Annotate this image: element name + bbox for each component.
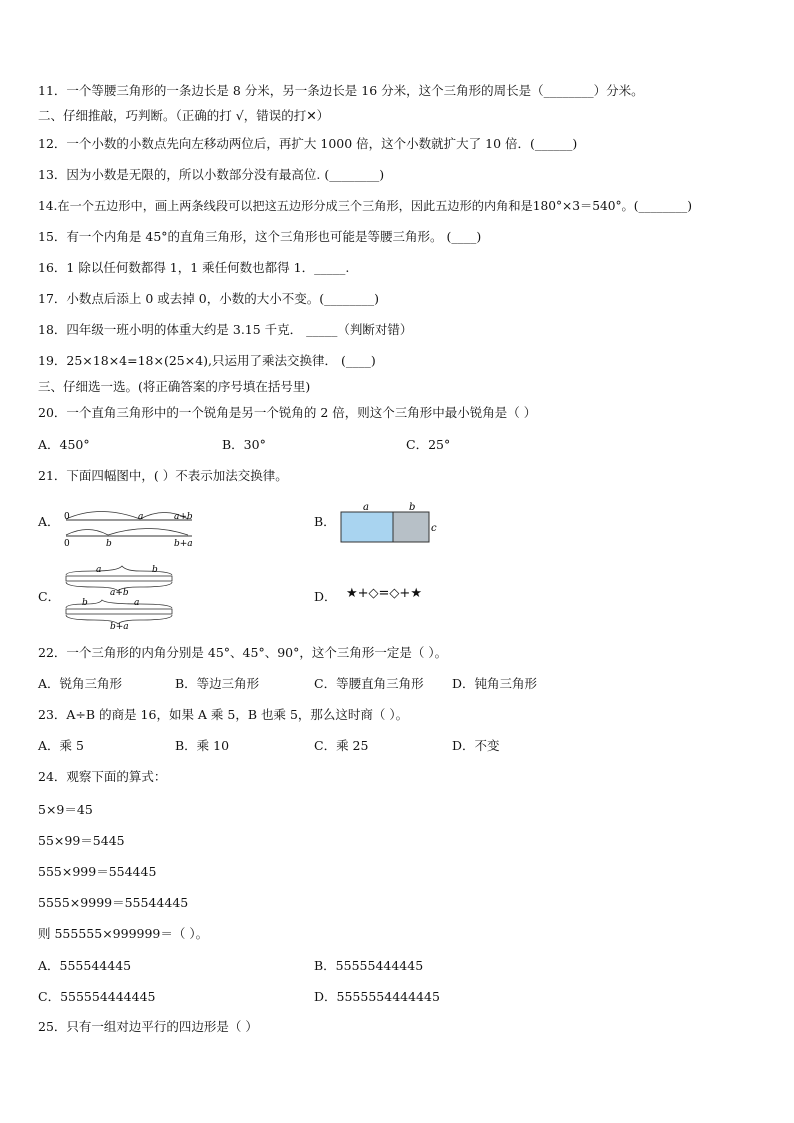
q21-option-d-expression: ★+◇=◇+★ — [346, 586, 422, 601]
fig-c-top-a: a — [96, 565, 102, 575]
question-11: 11．一个等腰三角形的一条边长是 8 分米，另一条边长是 16 分米，这个三角形的周长是（________）分米。 — [38, 83, 644, 98]
equation-3: 555×999＝554445 — [38, 864, 157, 879]
q22-option-a: A．锐角三角形 — [38, 676, 123, 691]
fig-b-label-c: c — [431, 523, 437, 534]
q21-figure-a — [60, 500, 200, 548]
question-13: 13．因为小数是无限的，所以小数部分没有最高位. (________) — [38, 167, 385, 182]
question-16: 16．1 除以任何数都得 1，1 乘任何数也都得 1．_____. — [38, 260, 350, 275]
question-20: 20．一个直角三角形中的一个锐角是另一个锐角的 2 倍，则这个三角形中最小锐角是（ ） — [38, 405, 537, 420]
equation-5: 则 555555×999999＝（ ）。 — [38, 926, 209, 941]
q21-option-a-label: A． — [38, 514, 60, 529]
fig-a-top-sum: a+b — [174, 512, 193, 522]
q22-option-d: D．钝角三角形 — [452, 676, 538, 691]
q24-option-d: D．5555554444445 — [314, 989, 440, 1004]
question-23: 23．A÷B 的商是 16，如果 A 乘 5，B 也乘 5，那么这时商（ ）。 — [38, 707, 409, 722]
q20-option-c: C．25° — [406, 437, 451, 452]
q23-option-b: B．乘 10 — [175, 738, 230, 753]
fig-a-top-zero: 0 — [64, 512, 70, 522]
section-3-heading: 三、仔细选一选。(将正确答案的序号填在括号里) — [38, 379, 311, 394]
fig-a-bottom-b: b — [106, 539, 112, 548]
fig-a-bottom-zero: 0 — [64, 539, 70, 548]
q21-figure-b — [336, 500, 446, 546]
section-2-heading: 二、仔细推敲，巧判断。（正确的打 √，错误的打✕） — [38, 108, 330, 123]
question-14: 14.在一个五边形中，画上两条线段可以把这五边形分成三个三角形，因此五边形的内角和是180°×3＝540°。(________) — [38, 199, 693, 213]
question-22: 22．一个三角形的内角分别是 45°、45°、90°，这个三角形一定是（ ）。 — [38, 645, 448, 660]
q23-option-d: D．不变 — [452, 738, 500, 753]
fig-c-bottom-a: a — [134, 598, 140, 608]
q21-option-c-label: C． — [38, 589, 61, 604]
equation-2: 55×99＝5445 — [38, 833, 125, 848]
question-21: 21．下面四幅图中，( ）不表示加法交换律。 — [38, 468, 288, 483]
q21-figure-c — [60, 561, 180, 631]
equation-4: 5555×9999＝55544445 — [38, 895, 189, 910]
question-25: 25．只有一组对边平行的四边形是（ ） — [38, 1019, 258, 1034]
q23-option-a: A．乘 5 — [38, 738, 84, 753]
question-12: 12．一个小数的小数点先向左移动两位后，再扩大 1000 倍，这个小数就扩大了 10 倍．(______) — [38, 136, 578, 151]
fig-c-bottom-b: b — [82, 598, 88, 608]
fig-a-top-a: a — [138, 512, 144, 522]
q22-option-b: B．等边三角形 — [175, 676, 260, 691]
q22-option-c: C．等腰直角三角形 — [314, 676, 424, 691]
q20-option-b: B．30° — [222, 437, 266, 452]
fig-c-top-sum: a+b — [110, 588, 129, 598]
equation-1: 5×9＝45 — [38, 802, 93, 817]
fig-b-rect-b — [393, 512, 429, 542]
question-19: 19．25×18×4=18×(25×4),只运用了乘法交换律． (____) — [38, 353, 376, 368]
q24-option-c: C．555554444445 — [38, 989, 156, 1004]
q23-option-c: C．乘 25 — [314, 738, 369, 753]
fig-b-label-a: a — [363, 502, 369, 513]
fig-a-bottom-sum: b+a — [174, 539, 193, 548]
fig-b-rect-a — [341, 512, 393, 542]
fig-b-label-b: b — [409, 502, 416, 513]
q21-option-d-label: D． — [314, 589, 337, 604]
question-24: 24．观察下面的算式： — [38, 769, 167, 784]
fig-c-top-b: b — [152, 565, 158, 575]
fig-c-bottom-sum: b+a — [110, 622, 129, 631]
q24-option-a: A．555544445 — [38, 958, 132, 973]
q21-option-b-label: B． — [314, 514, 336, 529]
q20-option-a: A．450° — [38, 437, 90, 452]
q24-option-b: B．55555444445 — [314, 958, 424, 973]
question-18: 18．四年级一班小明的体重大约是 3.15 千克． _____（判断对错） — [38, 322, 413, 337]
question-17: 17．小数点后添上 0 或去掉 0，小数的大小不变。(________) — [38, 291, 379, 306]
question-15: 15．有一个内角是 45°的直角三角形，这个三角形也可能是等腰三角形。 (____) — [38, 229, 482, 244]
